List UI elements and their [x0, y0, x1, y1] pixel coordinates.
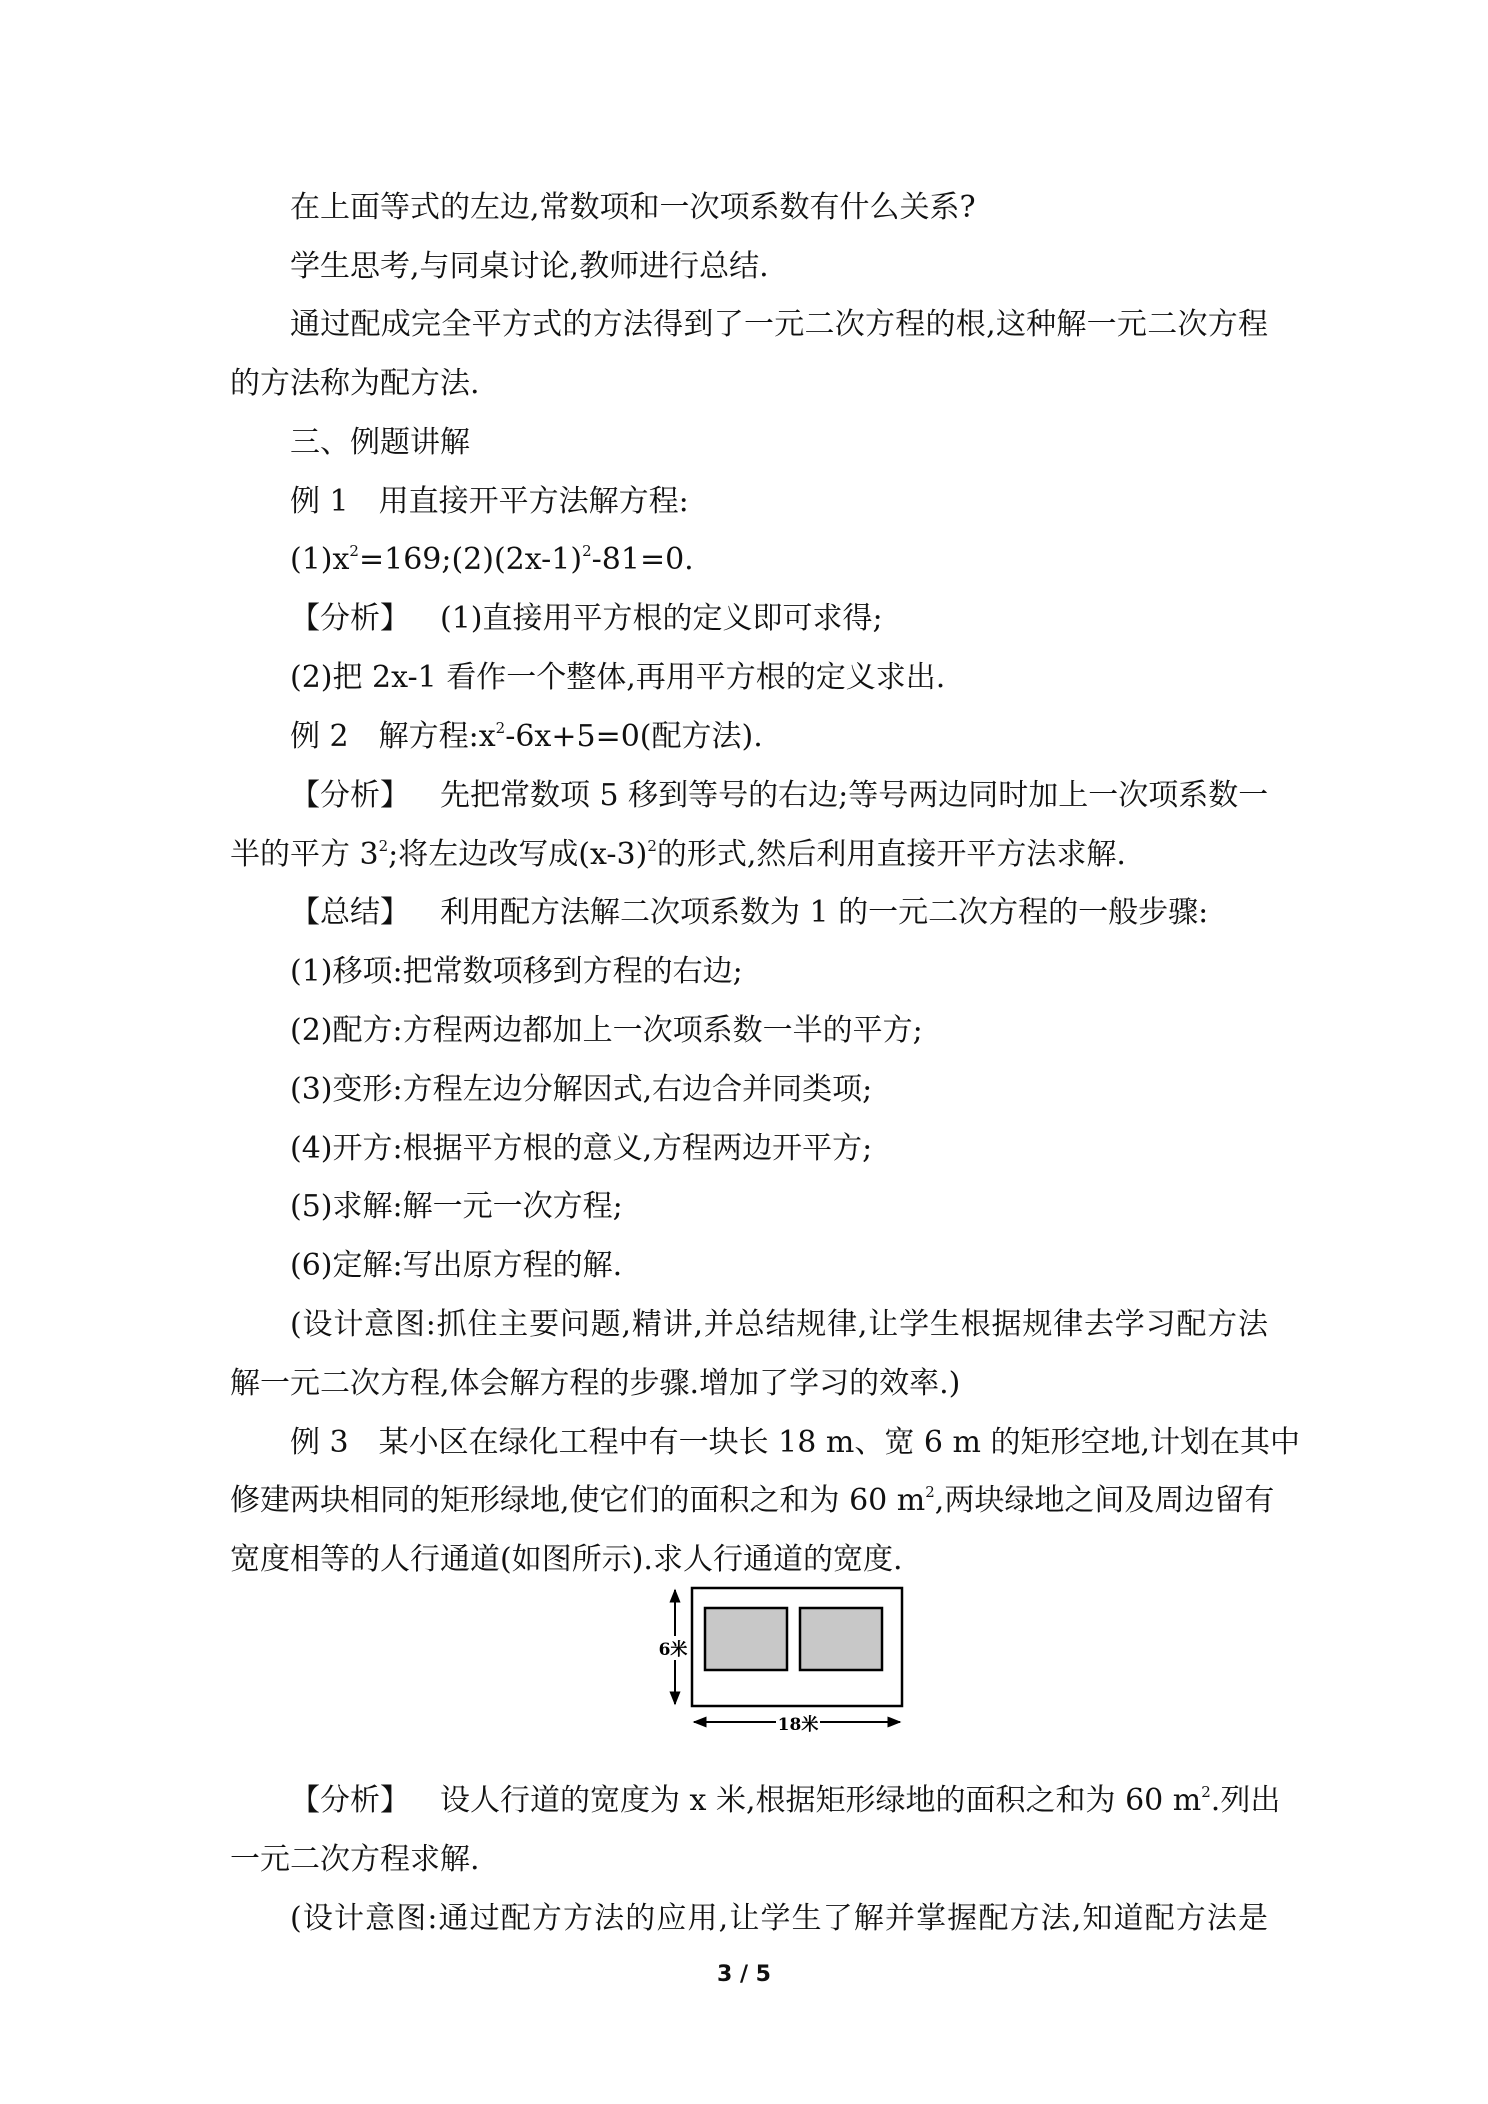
text-line: 修建两块相同的矩形绿地,使它们的面积之和为 60 $m^2$,两块绿地之间及周边留有	[230, 1483, 1275, 1518]
rectangle-diagram	[650, 1586, 920, 1736]
example-1-title: 例 1 用直接开平方法解方程:	[290, 484, 689, 519]
design-intent-2: (设计意图:通过配方方法的应用,让学生了解并掌握配方法,知道配方法是	[290, 1901, 1268, 1936]
analysis-2: 【分析】 先把常数项 5 移到等号的右边;等号两边同时加上一次项系数一	[290, 778, 1269, 813]
text-line: 解一元二次方程,体会解方程的步骤.增加了学习的效率.)	[230, 1366, 961, 1401]
height-label: 6米	[658, 1640, 688, 1660]
green-plot-right	[800, 1608, 882, 1670]
text-line: 的方法称为配方法.	[230, 366, 480, 401]
text-line: 一元二次方程求解.	[230, 1842, 480, 1877]
step-5: (5)求解:解一元一次方程;	[290, 1189, 623, 1224]
text-line: 半的平方 $3^2$;将左边改写成$(x-3)^2$的形式,然后利用直接开平方法求解.	[230, 837, 1126, 872]
example-3-title: 例 3 某小区在绿化工程中有一块长 18 m、宽 6 m 的矩形空地,计划在其中	[290, 1425, 1300, 1460]
step-4: (4)开方:根据平方根的意义,方程两边开平方;	[290, 1131, 873, 1166]
example-2-title: 例 2 解方程$:x^2-6x+5=0$(配方法).	[290, 719, 763, 754]
text-line: 学生思考,与同桌讨论,教师进行总结.	[290, 249, 769, 284]
text-line: 在上面等式的左边,常数项和一次项系数有什么关系?	[290, 190, 976, 225]
text-line: (2)把 2x-1 看作一个整体,再用平方根的定义求出.	[290, 660, 946, 695]
step-2: (2)配方:方程两边都加上一次项系数一半的平方;	[290, 1013, 923, 1048]
step-3: (3)变形:方程左边分解因式,右边合并同类项;	[290, 1072, 873, 1107]
example-1-equations: $(1)x^2=169;(2)(2x-1)^2-81=0$.	[290, 542, 694, 577]
green-plot-left	[705, 1608, 787, 1670]
step-1: (1)移项:把常数项移到方程的右边;	[290, 954, 743, 989]
page-number: 3 / 5	[717, 1962, 771, 1987]
analysis-3: 【分析】 设人行道的宽度为 x 米,根据矩形绿地的面积之和为 60 $m^2$.列出	[290, 1783, 1281, 1818]
width-label: 18米	[777, 1715, 819, 1735]
summary: 【总结】 利用配方法解二次项系数为 1 的一元二次方程的一般步骤:	[290, 895, 1209, 930]
step-6: (6)定解:写出原方程的解.	[290, 1248, 623, 1283]
text-line: 通过配成完全平方式的方法得到了一元二次方程的根,这种解一元二次方程	[290, 307, 1268, 342]
section-heading: 三、例题讲解	[290, 425, 470, 460]
analysis-1: 【分析】 (1)直接用平方根的定义即可求得;	[290, 601, 883, 636]
text-line: 宽度相等的人行通道(如图所示).求人行通道的宽度.	[230, 1542, 903, 1577]
design-intent-1: (设计意图:抓住主要问题,精讲,并总结规律,让学生根据规律去学习配方法	[290, 1307, 1268, 1342]
